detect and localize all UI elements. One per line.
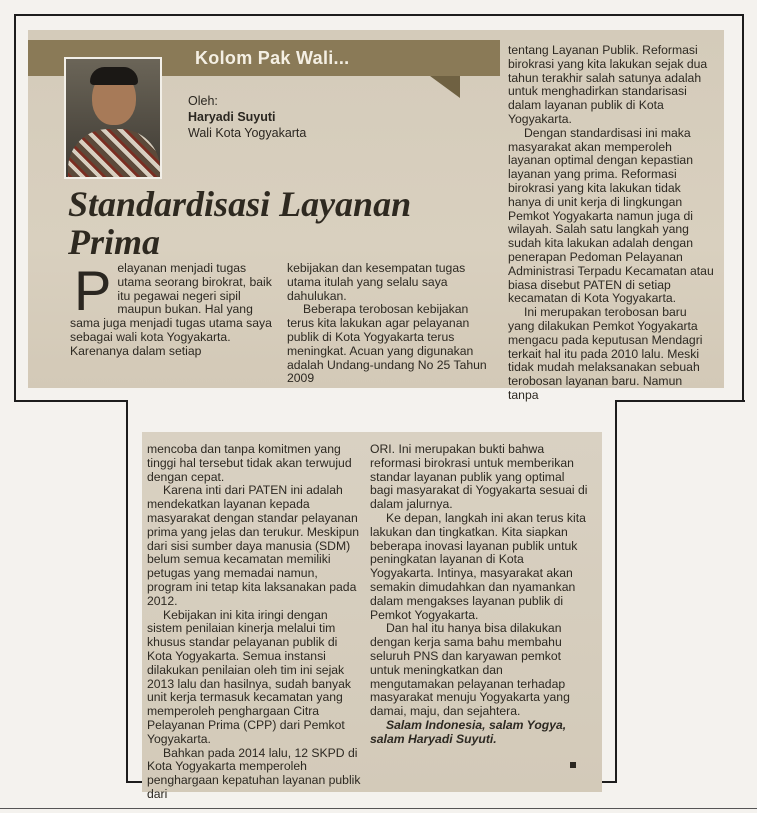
article-column-3: [508, 44, 714, 403]
byline-prefix: Oleh:: [188, 94, 218, 108]
paragraph: mencoba dan tanpa komitmen yang tinggi hal tersebut tidak akan terwujud dengan cepat.: [147, 442, 352, 484]
author-name: Haryadi Suyuti: [188, 110, 276, 124]
paragraph: Karena inti dari PATEN ini adalah mendekatkan layanan kepada masyarakat dengan standar pelayanan prima yang jelas dan terukur. Meskipun dari sisi sumber daya manusia (SDM) belum semua kecamatan memiliki petugas yang memadai namun, program ini tetap kita laksanakan pada 2012.: [147, 483, 360, 608]
paragraph: tentang Layanan Publik. Reformasi birokrasi yang kita lakukan sejak dua tahun terakhir salah satunya adalah untuk menghadirkan standarisasi dalam layanan publik di Kota Yogyakarta.: [508, 43, 708, 126]
paragraph: kebijakan dan kesempatan tugas utama itulah yang selalu saya dahulukan.: [287, 261, 466, 303]
banner-tail: [430, 76, 460, 98]
signoff: Salam Indonesia, salam Yogya, salam Haryadi Suyuti.: [370, 717, 567, 746]
article-headline: Standardisasi Layanan Prima: [68, 184, 412, 262]
drop-cap: P: [74, 259, 112, 322]
paragraph: Ke depan, langkah ini akan terus kita lakukan dan tingkatkan. Kita siapkan beberapa inovasi layanan publik untuk peningkatan layanan di Kota Yogyakarta. Intinya, masyarakat akan semakin dimudahkan dan nyamankan dalam mengakses layanan publik di Pemkot Yogyakarta.: [370, 510, 586, 622]
article-column-2: [287, 262, 497, 386]
paragraph: Ini merupakan terobosan baru yang dilakukan Pemkot Yogyakarta mengacu pada keputusan Mendagri terkait hal itu pada 2010 lalu. Meski tidak mudah melaksanakan sebuah terobosan layanan baru. Namun tanpa: [508, 305, 703, 402]
author-hair: [90, 67, 138, 85]
author-photo: [64, 57, 162, 179]
author-shirt: [68, 129, 160, 179]
paragraph: Kebijakan ini kita iringi dengan sistem penilaian kinerja melalui tim khusus standar pelayanan publik di Kota Yogyakarta. Semua instansi dilakukan penilaian oleh tim ini sejak 2013 lalu dan hasilnya, sudah banyak unit kerja termasuk kecamatan yang memperoleh penghargaan Citra Pelayanan Prima (CPP) dari Pemkot Yogyakarta.: [147, 607, 351, 746]
author-role: Wali Kota Yogyakarta: [188, 126, 307, 140]
article-column-4: [147, 443, 362, 802]
page-bottom-rule: [0, 808, 757, 809]
paragraph: Bahkan pada 2014 lalu, 12 SKPD di Kota Yogyakarta memperoleh penghargaan kepatuhan layanan publik dari: [147, 745, 361, 801]
paragraph: Beberapa terobosan kebijakan terus kita lakukan agar pelayanan publik di Kota Yogyakarta terus meningkat. Acuan yang digunakan adalah Undang-undang No 25 Tahun 2009: [287, 302, 487, 386]
paragraph: ORI. Ini merupakan bukti bahwa reformasi birokrasi untuk memberikan standar layanan publik yang optimal bagi masyarakat di Yogyakarta sesuai di dalam jalurnya.: [370, 442, 588, 512]
paragraph: elayanan menjadi tugas utama seorang birokrat, baik itu pegawai negeri sipil maupun bukan. Hal yang sama juga menjadi tugas utama saya sebagai wali kota Yogyakarta. Karenanya dalam setiap: [70, 261, 272, 358]
author-byline: [188, 93, 306, 141]
end-mark-icon: [570, 762, 576, 768]
paragraph: Dengan standardisasi ini maka masyarakat akan memperoleh layanan optimal dengan kepastian layanan yang prima. Reformasi birokrasi yang kita lakukan tidak hanya di unit kerja di lingkungan Pemkot Yogyakarta namun juga di wilayah. Salah satu langkah yang sudah kita lakukan adalah dengan penerapan Pedoman Pelayanan Administrasi Terpadu Kecamatan atau biasa disebut PATEN di setiap kecamatan di Kota Yogyakarta.: [508, 125, 714, 306]
frame-line-left: [14, 400, 128, 402]
paragraph: Dan hal itu hanya bisa dilakukan dengan kerja sama bahu membahu seluruh PNS dan karyawan pemkot untuk meningkatkan dan mengutamakan pelayanan terhadap masyarakat menuju Yogyakarta yang damai, maju, dan sejahtera.: [370, 621, 570, 719]
article-column-5: [370, 443, 588, 747]
article-column-1: [70, 259, 278, 359]
column-title: Kolom Pak Wali...: [195, 48, 350, 68]
